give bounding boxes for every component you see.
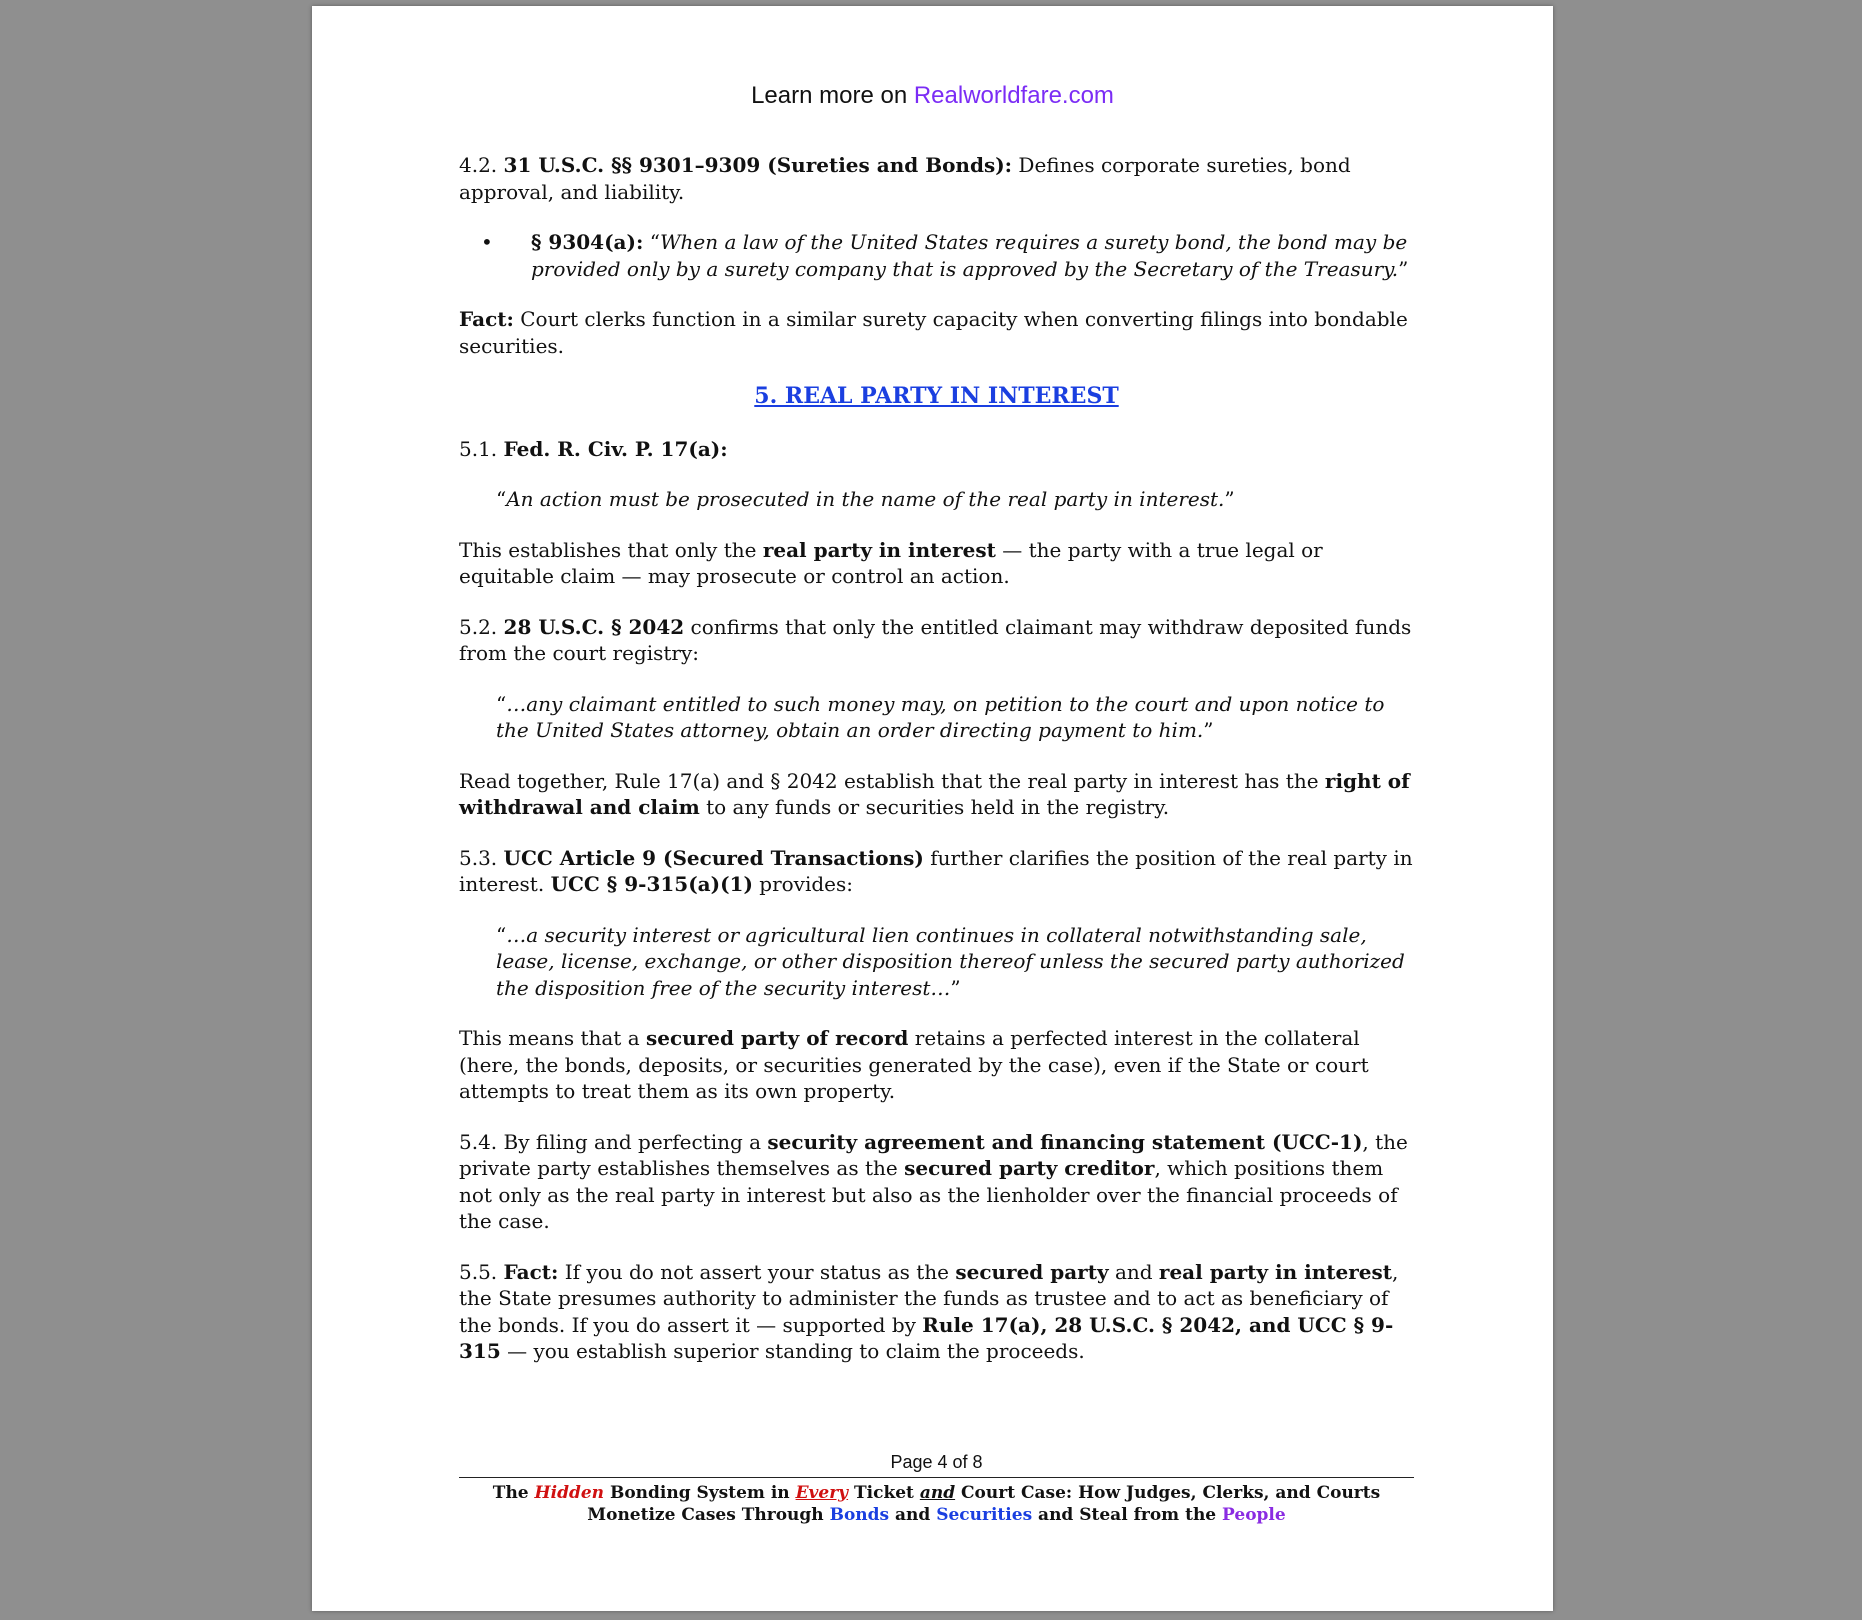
paragraph-5-1: 5.1. Fed. R. Civ. P. 17(a): — [459, 436, 728, 461]
document-page — [312, 6, 1553, 1611]
bullet-9304a: • § 9304(a): “When a law of the United States requires a surety bond, the bond may be provided only by a surety company that is approved by the Secretary of the Treasury.” — [481, 230, 1409, 281]
footer-title: The Hidden Bonding System in Every Ticket and Court Case: How Judges, Clerks, and Courts Monetize Cases Through Bonds and Securities and Steal from the People — [492, 1483, 1381, 1525]
footer-divider — [459, 1477, 1414, 1478]
page-number: Page 4 of 8 — [890, 1452, 983, 1472]
paragraph-5-3: 5.3. UCC Article 9 (Secured Transactions) further clarifies the position of the real party in interest. UCC § 9-315(a)(1) provides: — [459, 845, 1413, 896]
quote-9-315: “…a security interest or agricultural lien continues in collateral notwithstanding sale, lease, license, exchange, or other disposition thereof unless the secured party authorized the disposition free of the security interest…” — [496, 922, 1405, 1000]
paragraph-5-4: 5.4. By filing and perfecting a security agreement and financing statement (UCC-1), the private party establishes themselves as the secured party creditor, which positions them not only as the real party in interest but also as the lienholder over the financial proceeds of the case. — [459, 1129, 1408, 1233]
fact-paragraph: Fact: Court clerks function in a similar surety capacity when converting filings into bondable securities. — [459, 307, 1408, 358]
quote-rule-17a: “An action must be prosecuted in the name of the real party in interest.” — [496, 487, 1235, 511]
header-prefix: Learn more on — [751, 82, 914, 109]
paragraph-5-2-explanation: Read together, Rule 17(a) and § 2042 establish that the real party in interest has the right of withdrawal and claim to any funds or securities held in the registry. — [459, 768, 1410, 819]
bullet-dot: • — [481, 230, 493, 254]
page-header — [312, 82, 1553, 110]
paragraph-4-2: 4.2. 31 U.S.C. §§ 9301–9309 (Sureties and Bonds): Defines corporate sureties, bond approval, and liability. — [459, 153, 1351, 204]
document-body — [459, 152, 1414, 1389]
realworldfare-link[interactable]: Realworldfare.com — [913, 82, 1114, 109]
paragraph-5-5: 5.5. Fact: If you do not assert your status as the secured party and real party in interest, the State presumes authority to administer the funds as trustee and to act as beneficiary of the bonds. If you do assert it — supported by Rule 17(a), 28 U.S.C. § 2042, and UCC § 9-315 — you establish superior standing to claim the proceeds. — [459, 1259, 1399, 1363]
paragraph-5-2: 5.2. 28 U.S.C. § 2042 confirms that only the entitled claimant may withdraw deposited funds from the court registry: — [459, 614, 1412, 665]
quote-2042: “…any claimant entitled to such money may, on petition to the court and upon notice to the United States attorney, obtain an order directing payment to him.” — [496, 691, 1385, 742]
paragraph-5-1-explanation: This establishes that only the real party in interest — the party with a true legal or equitable claim — may prosecute or control an action. — [459, 537, 1323, 588]
paragraph-5-3-explanation: This means that a secured party of record retains a perfected interest in the collateral (here, the bonds, deposits, or securities generated by the case), even if the State or court attempts to treat them as its own property. — [459, 1026, 1369, 1103]
section-5-heading[interactable]: 5. REAL PARTY IN INTEREST — [754, 383, 1119, 409]
